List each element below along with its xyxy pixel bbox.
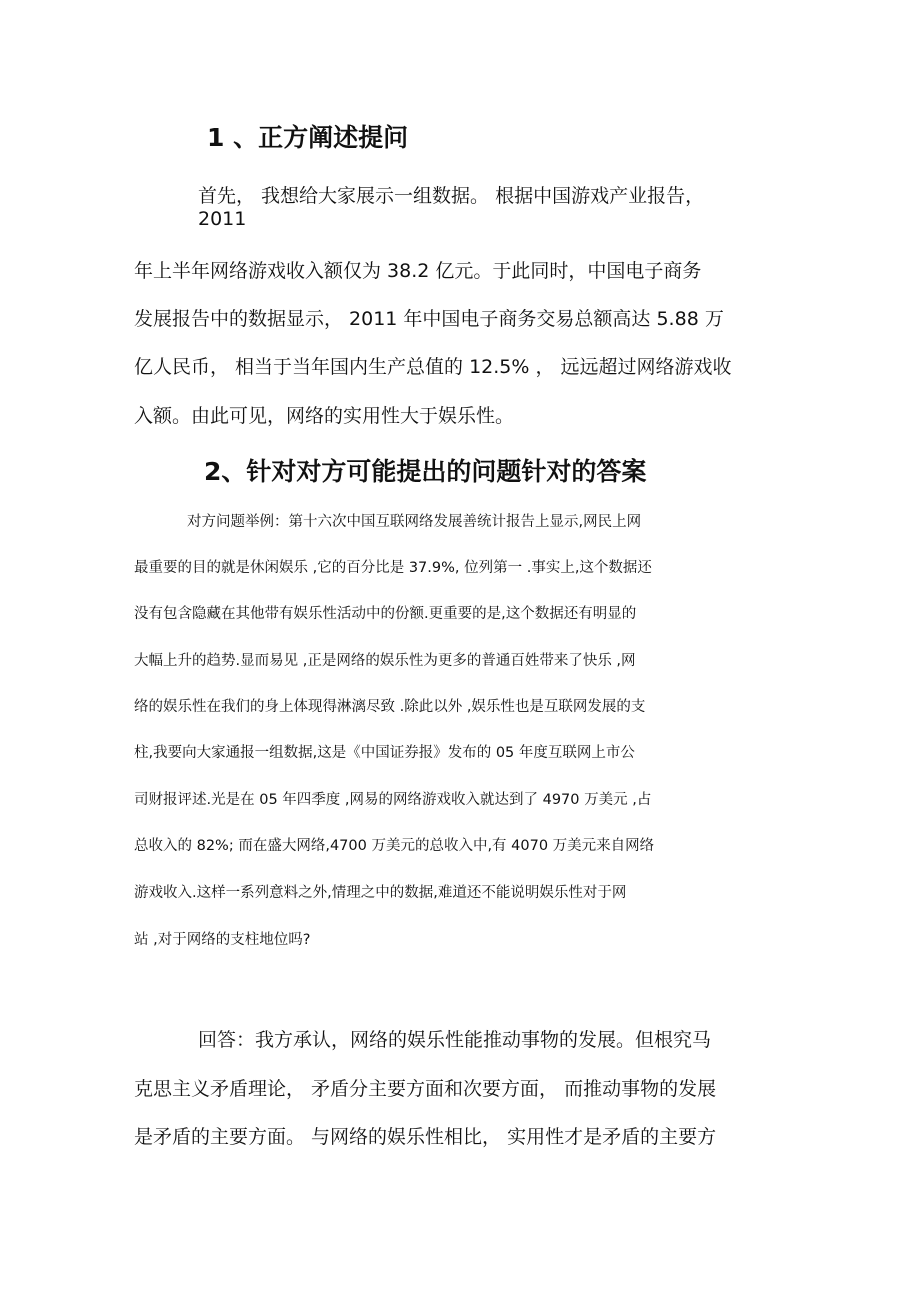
- paragraph-line: 亿人民币， 相当于当年国内生产总值的 12.5% ， 远远超过网络游戏收: [134, 356, 732, 378]
- paragraph-line: 对方问题举例：第十六次中国互联网络发展善统计报告上显示,网民上网: [187, 514, 642, 530]
- paragraph-line: 2011: [198, 208, 247, 230]
- heading-positive-statement: 1 、正方阐述提问: [207, 123, 409, 152]
- paragraph-line: 柱,我要向大家通报一组数据,这是《中国证券报》发布的 05 年度互联网上市公: [134, 745, 635, 761]
- paragraph-line: 年上半年网络游戏收入额仅为 38.2 亿元。于此同时，中国电子商务: [134, 260, 702, 282]
- paragraph-line: 站 ,对于网络的支柱地位吗?: [134, 932, 311, 948]
- paragraph-line: 克思主义矛盾理论， 矛盾分主要方面和次要方面， 而推动事物的发展: [134, 1078, 717, 1100]
- paragraph-line: 司财报评述.光是在 05 年四季度 ,网易的网络游戏收入就达到了 4970 万美元 ,占: [134, 792, 652, 808]
- paragraph-line: 发展报告中的数据显示， 2011 年中国电子商务交易总额高达 5.88 万: [134, 308, 724, 330]
- paragraph-line: 回答：我方承认，网络的娱乐性能推动事物的发展。但根究马: [198, 1029, 712, 1051]
- heading-rebuttal-answers: 2、针对对方可能提出的问题针对的答案: [204, 457, 647, 486]
- paragraph-line: 入额。由此可见，网络的实用性大于娱乐性。: [134, 405, 515, 427]
- paragraph-line: 络的娱乐性在我们的身上体现得淋漓尽致 .除此以外 ,娱乐性也是互联网发展的支: [134, 699, 646, 715]
- paragraph-line: 大幅上升的趋势.显而易见 ,正是网络的娱乐性为更多的普通百姓带来了快乐 ,网: [134, 653, 636, 669]
- paragraph-line: 没有包含隐藏在其他带有娱乐性活动中的份额.更重要的是,这个数据还有明显的: [134, 606, 637, 622]
- paragraph-line: 首先， 我想给大家展示一组数据。 根据中国游戏产业报告，: [198, 185, 705, 207]
- paragraph-line: 最重要的目的就是休闲娱乐 ,它的百分比是 37.9%, 位列第一 .事实上,这个数据还: [134, 560, 652, 576]
- paragraph-line: 游戏收入.这样一系列意料之外,情理之中的数据,难道还不能说明娱乐性对于网: [134, 885, 627, 901]
- paragraph-line: 总收入的 82%; 而在盛大网络,4700 万美元的总收入中,有 4070 万美元来自网络: [134, 838, 655, 854]
- paragraph-line: 是矛盾的主要方面。 与网络的娱乐性相比， 实用性才是矛盾的主要方: [134, 1126, 717, 1148]
